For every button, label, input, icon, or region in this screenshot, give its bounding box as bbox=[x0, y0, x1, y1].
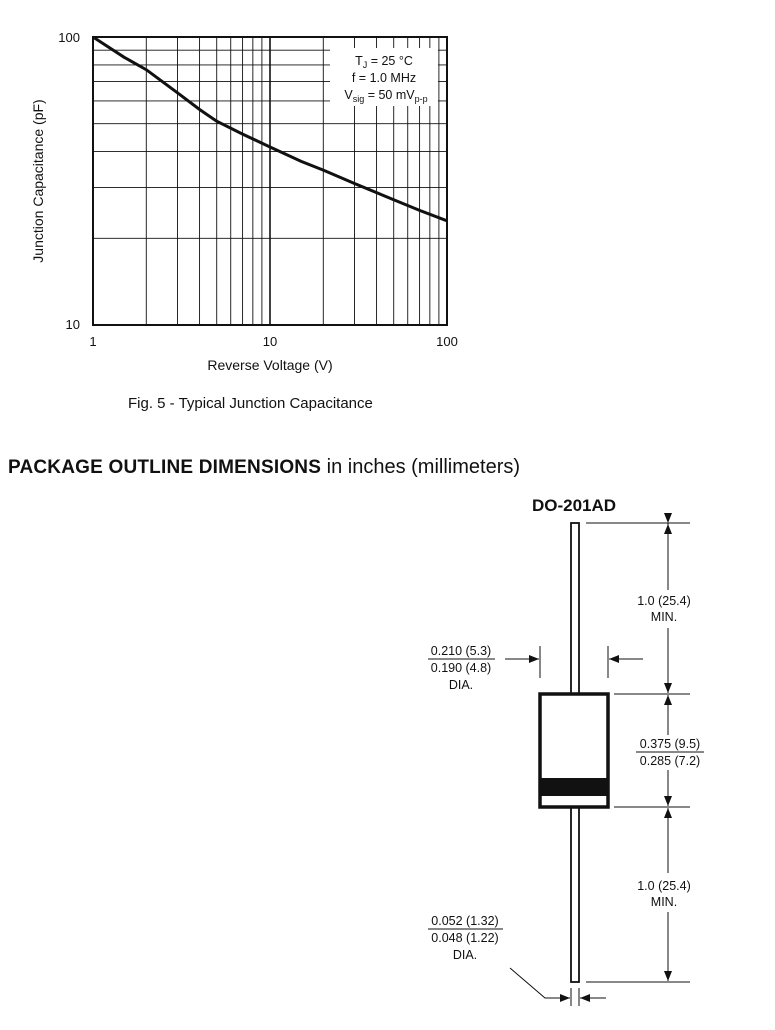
bottom-lead bbox=[571, 807, 579, 982]
lead-length-bottom-value: 1.0 (25.4) bbox=[637, 879, 691, 893]
x-tick-label: 100 bbox=[436, 334, 458, 349]
top-lead bbox=[571, 523, 579, 694]
body-length-min: 0.285 (7.2) bbox=[639, 754, 701, 768]
y-axis-label: Junction Capacitance (pF) bbox=[30, 99, 46, 263]
x-tick-label: 10 bbox=[262, 334, 278, 349]
condition-vsig: $V_{sig} = 50$ $mV_{p-p}$ bbox=[344, 88, 428, 104]
lead-length-top-value: 1.0 (25.4) bbox=[637, 594, 691, 608]
lead-diameter-max: 0.052 (1.32) bbox=[431, 914, 499, 928]
body-diameter-label: DIA. bbox=[448, 678, 474, 692]
body-diameter-min: 0.190 (4.8) bbox=[430, 661, 492, 675]
condition-tj: $T_J = 25$ °C bbox=[355, 54, 413, 70]
section-title-units: in inches (millimeters) bbox=[321, 456, 521, 478]
y-tick-label: 100 bbox=[58, 30, 80, 45]
diode-body bbox=[540, 694, 608, 807]
body-diameter-max: 0.210 (5.3) bbox=[430, 644, 492, 658]
package-name: DO-201AD bbox=[531, 496, 617, 515]
y-tick-label: 10 bbox=[65, 317, 80, 332]
cathode-band bbox=[540, 778, 608, 796]
lead-length-top-min: MIN. bbox=[650, 610, 678, 624]
capacitance-chart bbox=[0, 0, 775, 430]
lead-diameter-min: 0.048 (1.22) bbox=[431, 931, 499, 945]
lead-length-bottom-min: MIN. bbox=[650, 895, 678, 909]
condition-freq: f = 1.0 MHz bbox=[351, 71, 417, 85]
body-length-max: 0.375 (9.5) bbox=[639, 737, 701, 751]
lead-diameter-label: DIA. bbox=[452, 948, 478, 962]
x-axis-label: Reverse Voltage (V) bbox=[207, 357, 333, 373]
section-title bbox=[8, 456, 520, 479]
figure-caption: Fig. 5 - Typical Junction Capacitance bbox=[128, 395, 373, 412]
x-tick-label: 1 bbox=[89, 334, 97, 349]
section-title-bold: PACKAGE OUTLINE DIMENSIONS bbox=[8, 457, 322, 478]
